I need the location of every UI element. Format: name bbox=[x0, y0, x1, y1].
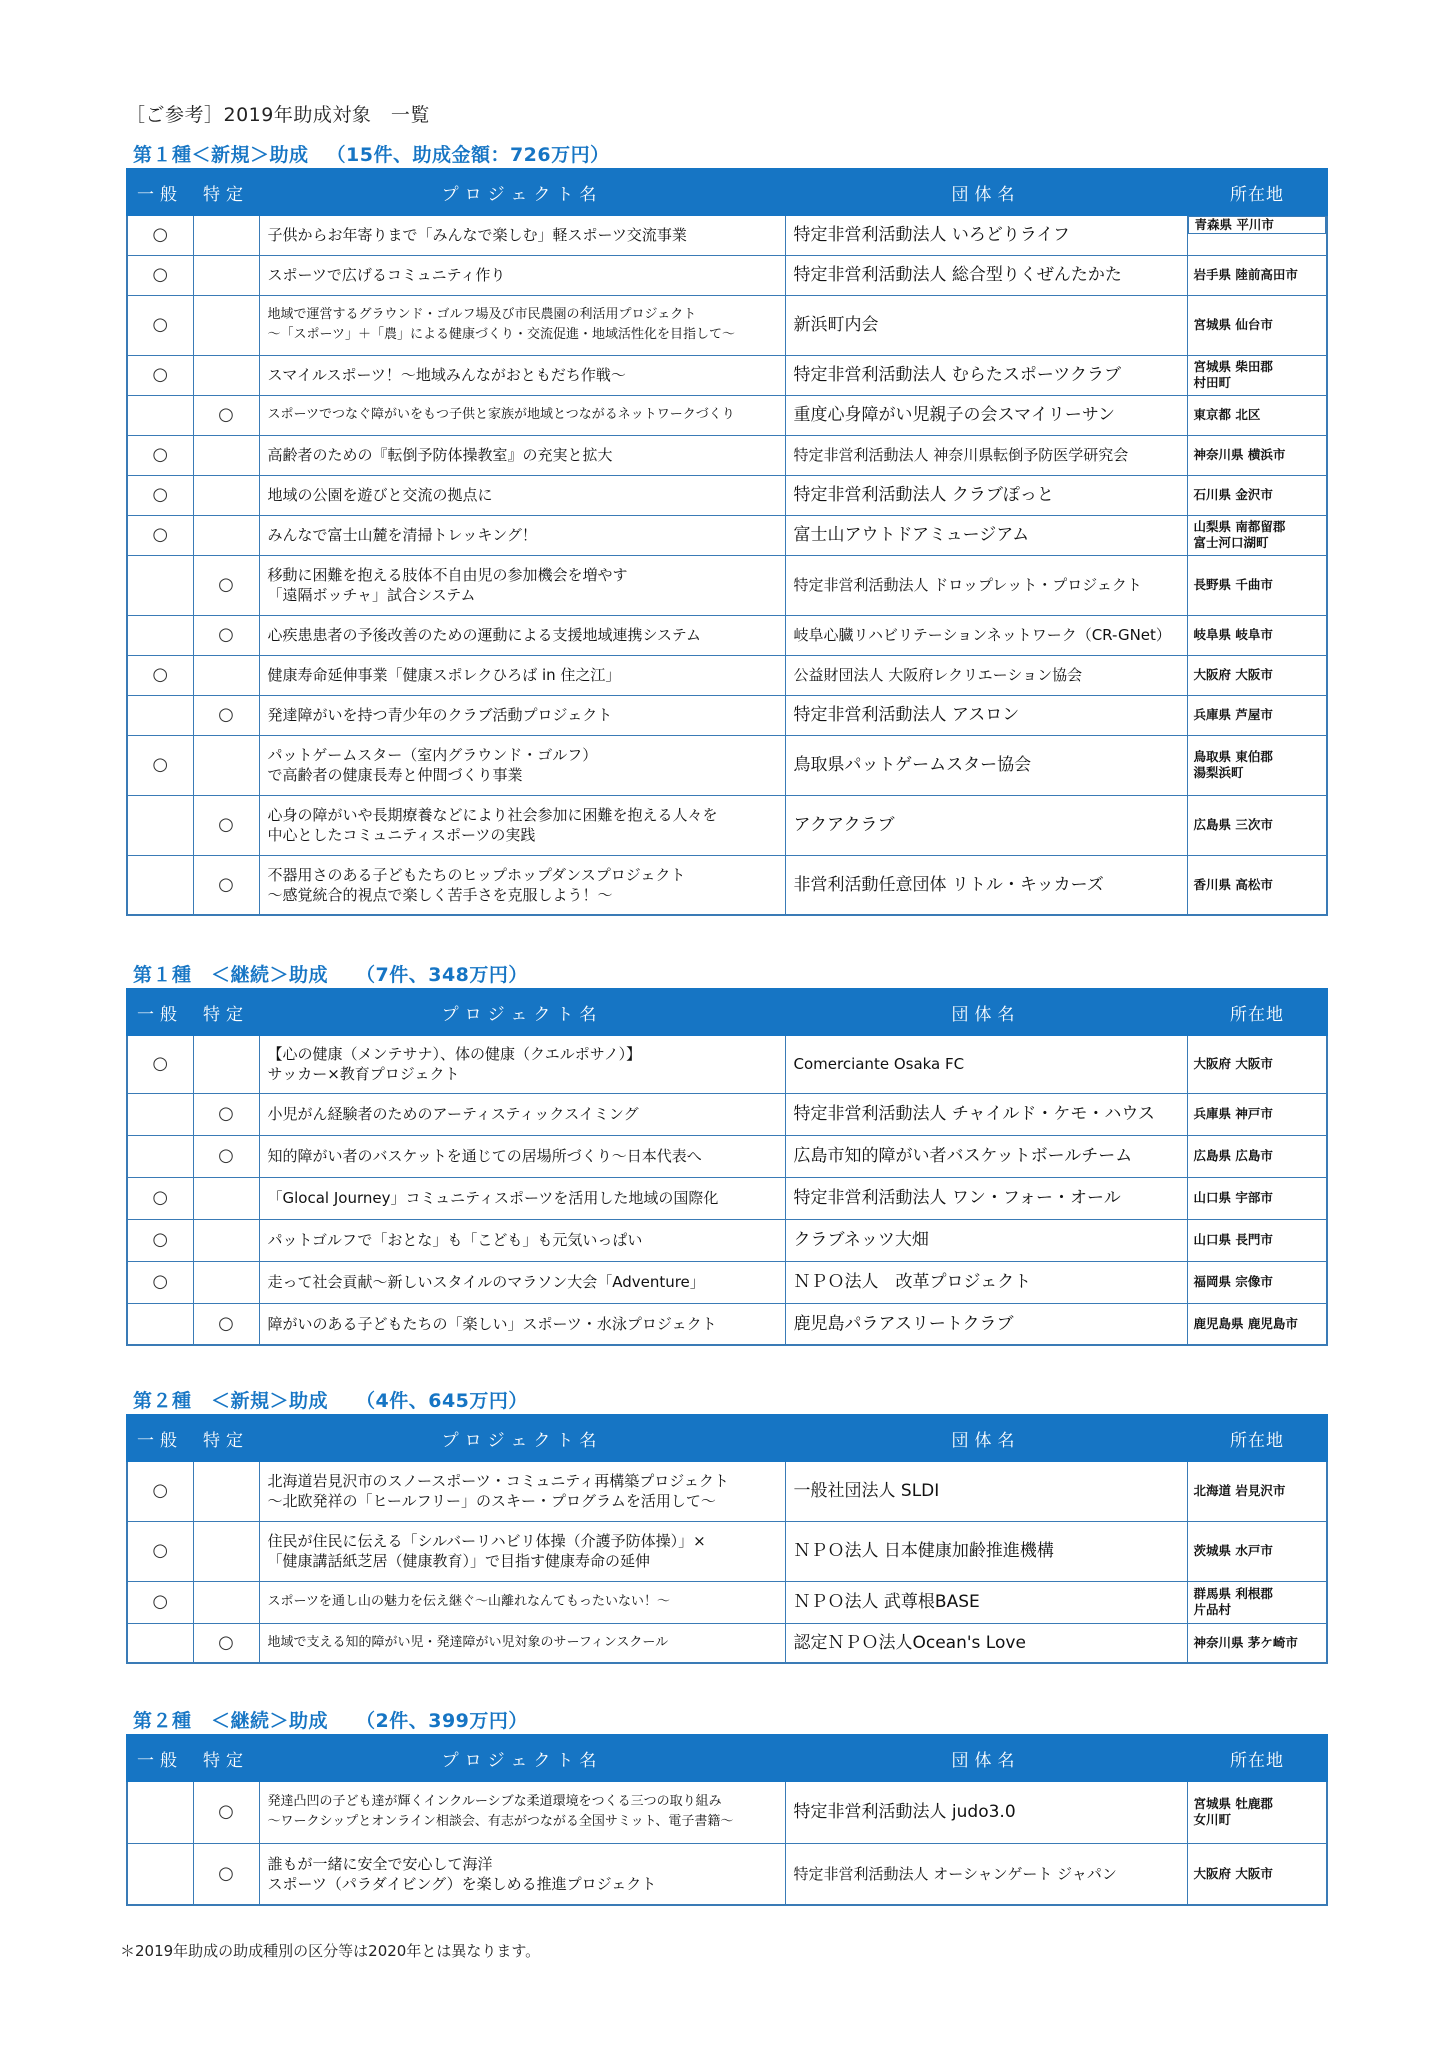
general-mark: ○ bbox=[127, 295, 193, 355]
general-mark: ○ bbox=[127, 355, 193, 395]
specific-mark bbox=[193, 435, 259, 475]
table-row bbox=[127, 1261, 1327, 1303]
project-name: 発達凸凹の子ども達が輝くインクルーシブな柔道環境をつくる三つの取り組み ～ワークシップとオンライン相談会、有志がつながる全国サミット、電子書籍～ bbox=[259, 1781, 785, 1843]
table-row bbox=[127, 255, 1327, 295]
project-name: パットゲームスター（室内グラウンド・ゴルフ） で高齢者の健康長寿と仲間づくり事業 bbox=[259, 735, 785, 795]
grant-table bbox=[126, 1414, 1328, 1664]
specific-mark: ○ bbox=[193, 1135, 259, 1177]
project-name: 地域で運営するグラウンド・ゴルフ場及び市民農園の利活用プロジェクト ～「スポーツ」＋「農」による健康づくり・交流促進・地域活性化を目指して～ bbox=[259, 295, 785, 355]
organization-name: 公益財団法人 大阪府レクリエーション協会 bbox=[785, 655, 1187, 695]
organization-name: ＮＰＯ法人 改革プロジェクト bbox=[785, 1261, 1187, 1303]
project-name: 移動に困難を抱える肢体不自由児の参加機会を増やす 「遠隔ボッチャ」試合システム bbox=[259, 555, 785, 615]
general-mark: ○ bbox=[127, 515, 193, 555]
table-row bbox=[127, 355, 1327, 395]
project-name: パットゴルフで「おとな」も「こども」も元気いっぱい bbox=[259, 1219, 785, 1261]
table-row bbox=[127, 515, 1327, 555]
specific-mark bbox=[193, 255, 259, 295]
specific-mark bbox=[193, 1177, 259, 1219]
specific-mark: ○ bbox=[193, 555, 259, 615]
table-row bbox=[127, 1461, 1327, 1521]
header-specific: 特定 bbox=[193, 989, 259, 1035]
general-mark: ○ bbox=[127, 475, 193, 515]
organization-name: 特定非営利活動法人 いろどりライフ bbox=[785, 215, 1187, 255]
header-specific: 特定 bbox=[193, 169, 259, 215]
organization-name: 特定非営利活動法人 むらたスポーツクラブ bbox=[785, 355, 1187, 395]
project-name: 健康寿命延伸事業「健康スポレクひろば in 住之江」 bbox=[259, 655, 785, 695]
section-heading-main: 第１種＜新規＞助成 bbox=[133, 144, 309, 166]
section-heading-main: 第１種 ＜継続＞助成 bbox=[133, 964, 329, 986]
location: 山口県 宇部市 bbox=[1187, 1177, 1327, 1219]
location: 広島県 三次市 bbox=[1187, 795, 1327, 855]
header-project: プロジェクト名 bbox=[259, 989, 785, 1035]
organization-name: 特定非営利活動法人 ドロップレット・プロジェクト bbox=[785, 555, 1187, 615]
header-general: 一般 bbox=[127, 989, 193, 1035]
location: 北海道 岩見沢市 bbox=[1187, 1461, 1327, 1521]
general-mark: ○ bbox=[127, 255, 193, 295]
table-row bbox=[127, 1581, 1327, 1623]
specific-mark: ○ bbox=[193, 1623, 259, 1663]
organization-name: 岐阜心臓リハビリテーションネットワーク（CR-GNet） bbox=[785, 615, 1187, 655]
location: 群馬県 利根郡 片品村 bbox=[1187, 1581, 1327, 1623]
general-mark: ○ bbox=[127, 215, 193, 255]
table-row bbox=[127, 735, 1327, 795]
project-name: 【心の健康（メンテサナ）、体の健康（クエルポサノ）】 サッカー×教育プロジェクト bbox=[259, 1035, 785, 1093]
organization-name: クラブネッツ大畑 bbox=[785, 1219, 1187, 1261]
project-name: スポーツを通し山の魅力を伝え継ぐ～山離れなんてもったいない！～ bbox=[259, 1581, 785, 1623]
specific-mark: ○ bbox=[193, 855, 259, 915]
location: 大阪府 大阪市 bbox=[1187, 1843, 1327, 1905]
organization-name: アクアクラブ bbox=[785, 795, 1187, 855]
general-mark: ○ bbox=[127, 1035, 193, 1093]
section-heading-main: 第２種 ＜新規＞助成 bbox=[133, 1390, 329, 1412]
table-row bbox=[127, 1177, 1327, 1219]
organization-name: 鳥取県パットゲームスター協会 bbox=[785, 735, 1187, 795]
header-specific: 特定 bbox=[193, 1735, 259, 1781]
location: 神奈川県 横浜市 bbox=[1187, 435, 1327, 475]
project-name: スマイルスポーツ！～地域みんながおともだち作戦～ bbox=[259, 355, 785, 395]
general-mark: ○ bbox=[127, 435, 193, 475]
project-name: 走って社会貢献～新しいスタイルのマラソン大会「Adventure」 bbox=[259, 1261, 785, 1303]
location: 神奈川県 茅ケ崎市 bbox=[1187, 1623, 1327, 1663]
organization-name: Comerciante Osaka FC bbox=[785, 1035, 1187, 1093]
organization-name: 富士山アウトドアミュージアム bbox=[785, 515, 1187, 555]
project-name: スポーツでつなぐ障がいをもつ子供と家族が地域とつながるネットワークづくり bbox=[259, 395, 785, 435]
section-heading-sub: （7件、348万円） bbox=[356, 964, 528, 986]
general-mark bbox=[127, 695, 193, 735]
header-location: 所在地 bbox=[1187, 1735, 1327, 1781]
specific-mark bbox=[193, 655, 259, 695]
header-general: 一般 bbox=[127, 1415, 193, 1461]
specific-mark bbox=[193, 1219, 259, 1261]
general-mark bbox=[127, 555, 193, 615]
general-mark bbox=[127, 1781, 193, 1843]
general-mark: ○ bbox=[127, 1177, 193, 1219]
section-heading-sub: （4件、645万円） bbox=[356, 1390, 528, 1412]
organization-name: 鹿児島パラアスリートクラブ bbox=[785, 1303, 1187, 1345]
general-mark: ○ bbox=[127, 655, 193, 695]
location: 岩手県 陸前高田市 bbox=[1187, 255, 1327, 295]
general-mark bbox=[127, 795, 193, 855]
location: 石川県 金沢市 bbox=[1187, 475, 1327, 515]
general-mark bbox=[127, 1623, 193, 1663]
organization-name: ＮＰＯ法人 武尊根BASE bbox=[785, 1581, 1187, 1623]
table-row bbox=[127, 475, 1327, 515]
location: 東京都 北区 bbox=[1187, 395, 1327, 435]
organization-name: 特定非営利活動法人 総合型りくぜんたかた bbox=[785, 255, 1187, 295]
location: 山梨県 南都留郡 富士河口湖町 bbox=[1187, 515, 1327, 555]
project-name: 障がいのある子どもたちの「楽しい」スポーツ・水泳プロジェクト bbox=[259, 1303, 785, 1345]
location: 福岡県 宗像市 bbox=[1187, 1261, 1327, 1303]
location: 宮城県 牡鹿郡 女川町 bbox=[1187, 1781, 1327, 1843]
organization-name: ＮＰＯ法人 日本健康加齢推進機構 bbox=[785, 1521, 1187, 1581]
header-location: 所在地 bbox=[1187, 169, 1327, 215]
location: 大阪府 大阪市 bbox=[1187, 1035, 1327, 1093]
location: 宮城県 柴田郡 村田町 bbox=[1187, 355, 1327, 395]
table-row bbox=[127, 655, 1327, 695]
header-organization: 団体名 bbox=[785, 989, 1187, 1035]
general-mark bbox=[127, 1093, 193, 1135]
location: 鹿児島県 鹿児島市 bbox=[1187, 1303, 1327, 1345]
project-name: 地域で支える知的障がい児・発達障がい児対象のサーフィンスクール bbox=[259, 1623, 785, 1663]
location: 岐阜県 岐阜市 bbox=[1187, 615, 1327, 655]
specific-mark bbox=[193, 735, 259, 795]
specific-mark: ○ bbox=[193, 1303, 259, 1345]
location: 広島県 広島市 bbox=[1187, 1135, 1327, 1177]
general-mark: ○ bbox=[127, 1219, 193, 1261]
project-name: 小児がん経験者のためのアーティスティックスイミング bbox=[259, 1093, 785, 1135]
table-row bbox=[127, 215, 1327, 255]
project-name: 地域の公園を遊びと交流の拠点に bbox=[259, 475, 785, 515]
project-name: 不器用さのある子どもたちのヒップホップダンスプロジェクト ～感覚統合的視点で楽しく苦手さを克服しよう！～ bbox=[259, 855, 785, 915]
project-name: 心疾患患者の予後改善のための運動による支援地域連携システム bbox=[259, 615, 785, 655]
table-row bbox=[127, 1781, 1327, 1843]
grant-table bbox=[126, 1734, 1328, 1906]
specific-mark bbox=[193, 475, 259, 515]
table-row bbox=[127, 555, 1327, 615]
footnote: ＊2019年助成の助成種別の区分等は2020年とは異なります。 bbox=[120, 1942, 541, 1960]
location: 兵庫県 神戸市 bbox=[1187, 1093, 1327, 1135]
section-heading-sub: （2件、399万円） bbox=[356, 1710, 528, 1732]
table-row bbox=[127, 1093, 1327, 1135]
specific-mark bbox=[193, 1581, 259, 1623]
table-row bbox=[127, 1219, 1327, 1261]
header-organization: 団体名 bbox=[785, 1415, 1187, 1461]
location: 青森県 平川市 bbox=[1188, 216, 1327, 234]
location: 長野県 千曲市 bbox=[1187, 555, 1327, 615]
table-row bbox=[127, 1623, 1327, 1663]
header-project: プロジェクト名 bbox=[259, 1415, 785, 1461]
specific-mark: ○ bbox=[193, 615, 259, 655]
organization-name: 特定非営利活動法人 クラブぽっと bbox=[785, 475, 1187, 515]
specific-mark bbox=[193, 1035, 259, 1093]
organization-name: 非営利活動任意団体 リトル・キッカーズ bbox=[785, 855, 1187, 915]
general-mark: ○ bbox=[127, 1461, 193, 1521]
organization-name: 特定非営利活動法人 チャイルド・ケモ・ハウス bbox=[785, 1093, 1187, 1135]
specific-mark: ○ bbox=[193, 1781, 259, 1843]
header-location: 所在地 bbox=[1187, 989, 1327, 1035]
location: 大阪府 大阪市 bbox=[1187, 655, 1327, 695]
organization-name: 特定非営利活動法人 ワン・フォー・オール bbox=[785, 1177, 1187, 1219]
header-project: プロジェクト名 bbox=[259, 169, 785, 215]
table-row bbox=[127, 435, 1327, 475]
project-name: スポーツで広げるコミュニティ作り bbox=[259, 255, 785, 295]
general-mark bbox=[127, 1135, 193, 1177]
organization-name: 認定ＮＰＯ法人Ocean's Love bbox=[785, 1623, 1187, 1663]
specific-mark bbox=[193, 215, 259, 255]
table-row bbox=[127, 1035, 1327, 1093]
section-heading bbox=[133, 140, 610, 167]
specific-mark: ○ bbox=[193, 795, 259, 855]
general-mark bbox=[127, 1303, 193, 1345]
specific-mark bbox=[193, 1261, 259, 1303]
table-row bbox=[127, 1303, 1327, 1345]
organization-name: 新浜町内会 bbox=[785, 295, 1187, 355]
organization-name: 特定非営利活動法人 judo3.0 bbox=[785, 1781, 1187, 1843]
header-location: 所在地 bbox=[1187, 1415, 1327, 1461]
section-heading-main: 第２種 ＜継続＞助成 bbox=[133, 1710, 329, 1732]
project-name: 「Glocal Journey」コミュニティスポーツを活用した地域の国際化 bbox=[259, 1177, 785, 1219]
project-name: 北海道岩見沢市のスノースポーツ・コミュニティ再構築プロジェクト ～北欧発祥の「ヒールフリー」のスキー・プログラムを活用して～ bbox=[259, 1461, 785, 1521]
header-organization: 団体名 bbox=[785, 1735, 1187, 1781]
specific-mark: ○ bbox=[193, 395, 259, 435]
table-row bbox=[127, 295, 1327, 355]
location: 鳥取県 東伯郡 湯梨浜町 bbox=[1187, 735, 1327, 795]
page-title: ［ご参考］2019年助成対象 一覧 bbox=[126, 104, 430, 126]
location: 兵庫県 芦屋市 bbox=[1187, 695, 1327, 735]
project-name: 知的障がい者のバスケットを通じての居場所づくり～日本代表へ bbox=[259, 1135, 785, 1177]
organization-name: 特定非営利活動法人 オーシャンゲート ジャパン bbox=[785, 1843, 1187, 1905]
location: 香川県 高松市 bbox=[1187, 855, 1327, 915]
organization-name: 重度心身障がい児親子の会スマイリーサン bbox=[785, 395, 1187, 435]
table-row bbox=[127, 695, 1327, 735]
specific-mark bbox=[193, 1461, 259, 1521]
organization-name: 特定非営利活動法人 神奈川県転倒予防医学研究会 bbox=[785, 435, 1187, 475]
header-specific: 特定 bbox=[193, 1415, 259, 1461]
general-mark bbox=[127, 615, 193, 655]
section-heading bbox=[133, 1386, 528, 1413]
project-name: 子供からお年寄りまで「みんなで楽しむ」軽スポーツ交流事業 bbox=[259, 215, 785, 255]
project-name: 誰もが一緒に安全で安心して海洋 スポーツ（パラダイビング）を楽しめる推進プロジェクト bbox=[259, 1843, 785, 1905]
table-row bbox=[127, 1843, 1327, 1905]
location: 茨城県 水戸市 bbox=[1187, 1521, 1327, 1581]
location: 山口県 長門市 bbox=[1187, 1219, 1327, 1261]
table-row bbox=[127, 395, 1327, 435]
specific-mark bbox=[193, 515, 259, 555]
organization-name: 特定非営利活動法人 アスロン bbox=[785, 695, 1187, 735]
general-mark bbox=[127, 855, 193, 915]
project-name: 高齢者のための『転倒予防体操教室』の充実と拡大 bbox=[259, 435, 785, 475]
table-row bbox=[127, 1521, 1327, 1581]
grant-table bbox=[126, 168, 1328, 916]
general-mark bbox=[127, 395, 193, 435]
project-name: 住民が住民に伝える「シルバーリハビリ体操（介護予防体操）」× 「健康講話紙芝居（健康教育）」で目指す健康寿命の延伸 bbox=[259, 1521, 785, 1581]
project-name: 心身の障がいや長期療養などにより社会参加に困難を抱える人々を 中心としたコミュニティスポーツの実践 bbox=[259, 795, 785, 855]
section-heading-sub: （15件、助成金額：726万円） bbox=[326, 144, 610, 166]
specific-mark bbox=[193, 1521, 259, 1581]
project-name: 発達障がいを持つ青少年のクラブ活動プロジェクト bbox=[259, 695, 785, 735]
general-mark bbox=[127, 1843, 193, 1905]
general-mark: ○ bbox=[127, 1581, 193, 1623]
table-row bbox=[127, 855, 1327, 915]
header-general: 一般 bbox=[127, 1735, 193, 1781]
header-project: プロジェクト名 bbox=[259, 1735, 785, 1781]
general-mark: ○ bbox=[127, 1261, 193, 1303]
table-row bbox=[127, 615, 1327, 655]
grant-table bbox=[126, 988, 1328, 1346]
general-mark: ○ bbox=[127, 735, 193, 795]
table-row bbox=[127, 1135, 1327, 1177]
table-row bbox=[127, 795, 1327, 855]
specific-mark bbox=[193, 355, 259, 395]
specific-mark: ○ bbox=[193, 1843, 259, 1905]
header-organization: 団体名 bbox=[785, 169, 1187, 215]
project-name: みんなで富士山麓を清掃トレッキング！ bbox=[259, 515, 785, 555]
section-heading bbox=[133, 1706, 528, 1733]
general-mark: ○ bbox=[127, 1521, 193, 1581]
header-general: 一般 bbox=[127, 169, 193, 215]
specific-mark: ○ bbox=[193, 1093, 259, 1135]
organization-name: 広島市知的障がい者バスケットボールチーム bbox=[785, 1135, 1187, 1177]
section-heading bbox=[133, 960, 528, 987]
organization-name: 一般社団法人 SLDI bbox=[785, 1461, 1187, 1521]
specific-mark bbox=[193, 295, 259, 355]
specific-mark: ○ bbox=[193, 695, 259, 735]
location: 宮城県 仙台市 bbox=[1187, 295, 1327, 355]
